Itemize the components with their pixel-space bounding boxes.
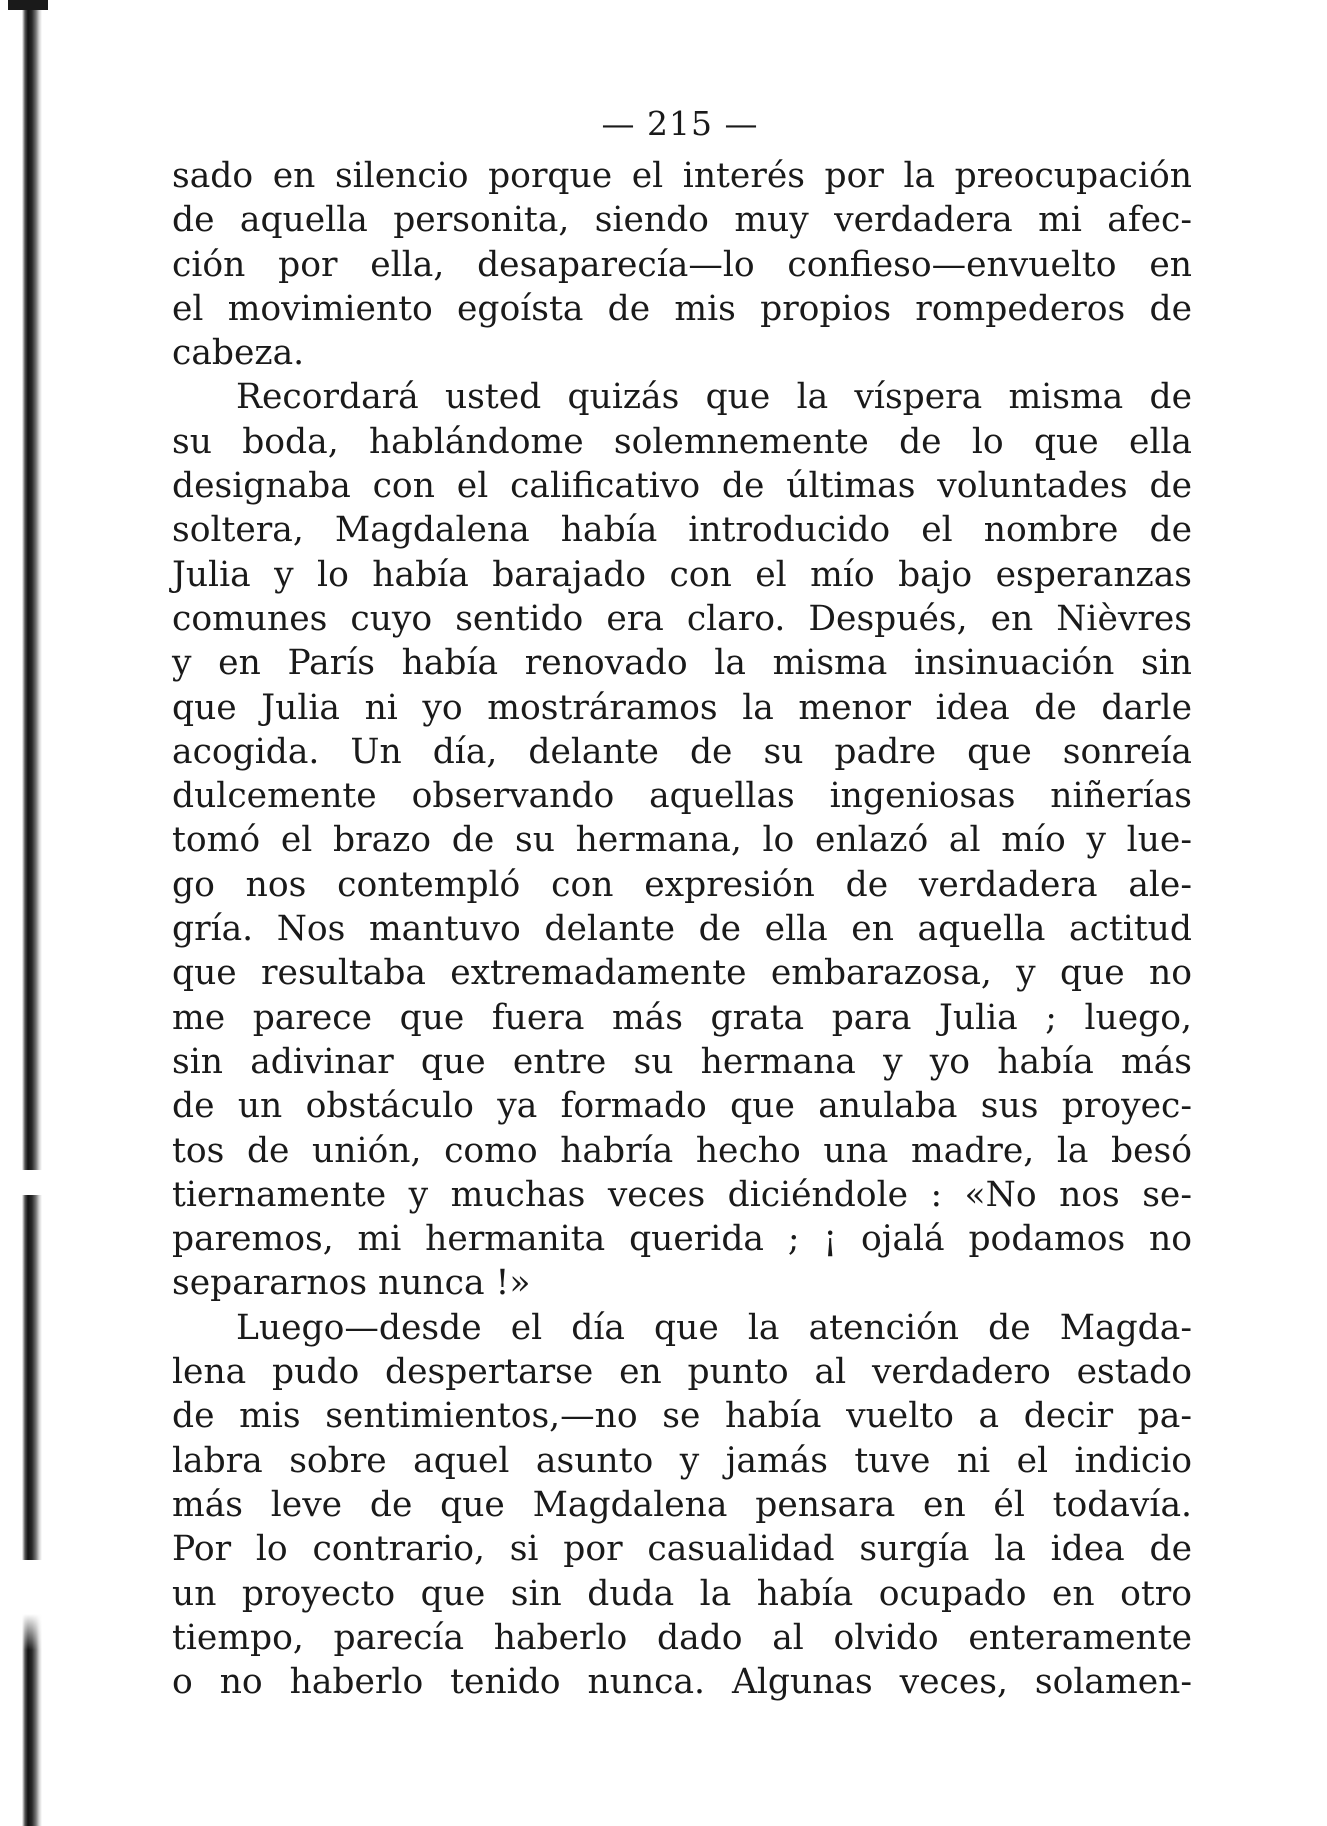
text-line: o no haberlo tenido nunca. Algunas veces, solamen- bbox=[172, 1662, 1192, 1703]
text-line: un proyecto que sin duda la había ocupado en otro bbox=[172, 1573, 1192, 1614]
text-line: sado en silencio porque el interés por la preocupación bbox=[172, 156, 1192, 196]
text-line: más leve de que Magdalena pensara en él todavía. bbox=[172, 1484, 1192, 1525]
text-line: Por lo contrario, si por casualidad surgía la idea de bbox=[172, 1529, 1192, 1570]
text-line: cabeza. bbox=[172, 333, 305, 374]
binding-top-mark bbox=[8, 0, 48, 10]
text-line: me parece que fuera más grata para Julia ; luego, bbox=[172, 997, 1192, 1038]
text-line: tos de unión, como habría hecho una madre, la besó bbox=[172, 1130, 1192, 1171]
text-line: de mis sentimientos,—no se había vuelto a decir pa- bbox=[172, 1396, 1192, 1437]
text-line: lena pudo despertarse en punto al verdadero estado bbox=[172, 1352, 1192, 1393]
text-line: labra sobre aquel asunto y jamás tuve ni el indicio bbox=[172, 1440, 1192, 1481]
text-line: ción por ella, desaparecía—lo confieso—envuelto en bbox=[172, 244, 1192, 285]
text-line: de aquella personita, siendo muy verdadera mi afec- bbox=[172, 200, 1192, 241]
text-line: que resultaba extremadamente embarazosa, y que no bbox=[172, 953, 1192, 994]
text-line: tomó el brazo de su hermana, lo enlazó al mío y lue- bbox=[172, 820, 1192, 861]
page-number: — 215 — bbox=[601, 104, 759, 143]
binding-edge bbox=[22, 0, 42, 1826]
text-line: Recordará usted quizás que la víspera misma de bbox=[236, 377, 1192, 418]
text-line: su boda, hablándome solemnemente de lo que ella bbox=[172, 421, 1192, 462]
text-line: paremos, mi hermanita querida ; ¡ ojalá podamos no bbox=[172, 1219, 1192, 1260]
text-line: de un obstáculo ya formado que anulaba sus proyec- bbox=[172, 1086, 1192, 1127]
text-line: tiempo, parecía haberlo dado al olvido enteramente bbox=[172, 1617, 1192, 1658]
text-line: comunes cuyo sentido era claro. Después, en Nièvres bbox=[172, 598, 1192, 639]
text-line: gría. Nos mantuvo delante de ella en aquella actitud bbox=[172, 909, 1192, 950]
binding-gap bbox=[18, 1560, 46, 1650]
body-text bbox=[172, 154, 1192, 1704]
text-line: el movimiento egoísta de mis propios rompederos de bbox=[172, 288, 1192, 329]
text-line: que Julia ni yo mostráramos la menor idea de darle bbox=[172, 687, 1192, 728]
text-line: tiernamente y muchas veces diciéndole : «No nos se- bbox=[172, 1174, 1192, 1215]
text-line: designaba con el calificativo de últimas voluntades de bbox=[172, 466, 1192, 507]
text-line: sin adivinar que entre su hermana y yo había más bbox=[172, 1041, 1192, 1082]
text-line: go nos contempló con expresión de verdadera ale- bbox=[172, 864, 1192, 905]
text-line: soltera, Magdalena había introducido el nombre de bbox=[172, 510, 1192, 551]
text-line: Luego—desde el día que la atención de Magda- bbox=[236, 1307, 1192, 1348]
text-line: dulcemente observando aquellas ingeniosas niñerías bbox=[172, 776, 1192, 817]
text-line: acogida. Un día, delante de su padre que sonreía bbox=[172, 731, 1192, 772]
text-line: separarnos nunca !» bbox=[172, 1263, 531, 1304]
text-line: Julia y lo había barajado con el mío bajo esperanzas bbox=[172, 554, 1192, 595]
binding-gap bbox=[18, 1170, 46, 1195]
text-line: y en París había renovado la misma insinuación sin bbox=[172, 643, 1192, 684]
